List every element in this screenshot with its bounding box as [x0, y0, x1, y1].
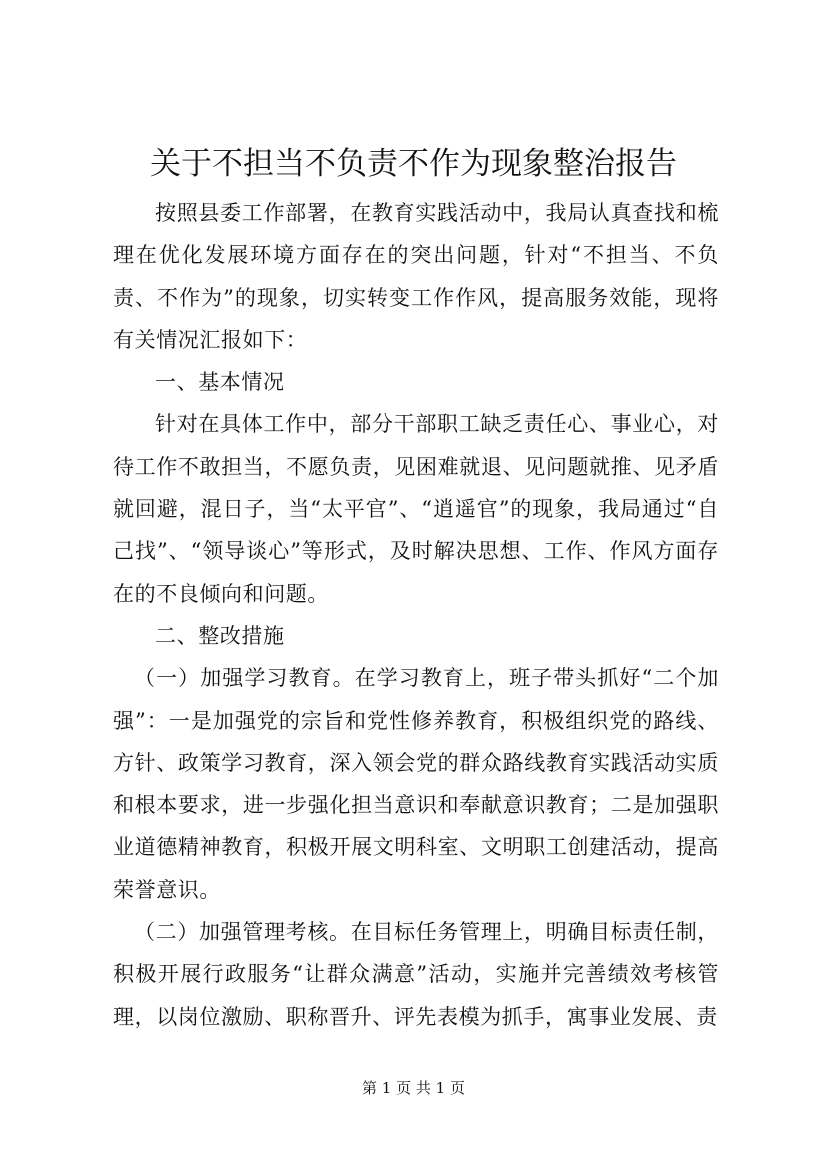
- measure-paragraph-study-education: （一）加强学习教育。在学习教育上，班子带头抓好“二个加强”：一是加强党的宗旨和党性修养教育，积极组织党的路线、方针、政策学习教育，深入领会党的群众路线教育实践活动实质和根本要求，进一步强化担当意识和奉献意识教育；二是加强职业道德精神教育，积极开展文明科室、文明职工创建活动，提高荣誉意识。: [113, 666, 719, 902]
- basic-situation-paragraph: 针对在具体工作中，部分干部职工缺乏责任心、事业心，对待工作不敢担当，不愿负责，见困难就退、见问题就推、见矛盾就回避，混日子，当“太平官”、“逍遥官”的现象，我局通过“自己找”、“领导谈心”等形式，及时解决思想、工作、作风方面存在的不良倾向和问题。: [113, 412, 719, 606]
- document-body: [113, 192, 719, 1038]
- page-footer: 第 1 页 共 1 页: [362, 1079, 465, 1097]
- section-heading-basic-situation: 一、基本情况: [155, 370, 285, 395]
- measure-paragraph-management-assessment: （二）加强管理考核。在目标任务管理上，明确目标责任制，积极开展行政服务“让群众满意”活动，实施并完善绩效考核管理，以岗位激励、职称晋升、评先表模为抓手，寓事业发展、责: [113, 920, 719, 1029]
- section-heading-rectification-measures: 二、整改措施: [155, 623, 285, 648]
- intro-paragraph: 按照县委工作部署，在教育实践活动中，我局认真查找和梳理在优化发展环境方面存在的突出问题，针对“不担当、不负责、不作为”的现象，切实转变工作作风，提高服务效能，现将有关情况汇报如下：: [113, 201, 719, 352]
- document-title: 关于不担当不负责不作为现象整治报告: [150, 146, 677, 182]
